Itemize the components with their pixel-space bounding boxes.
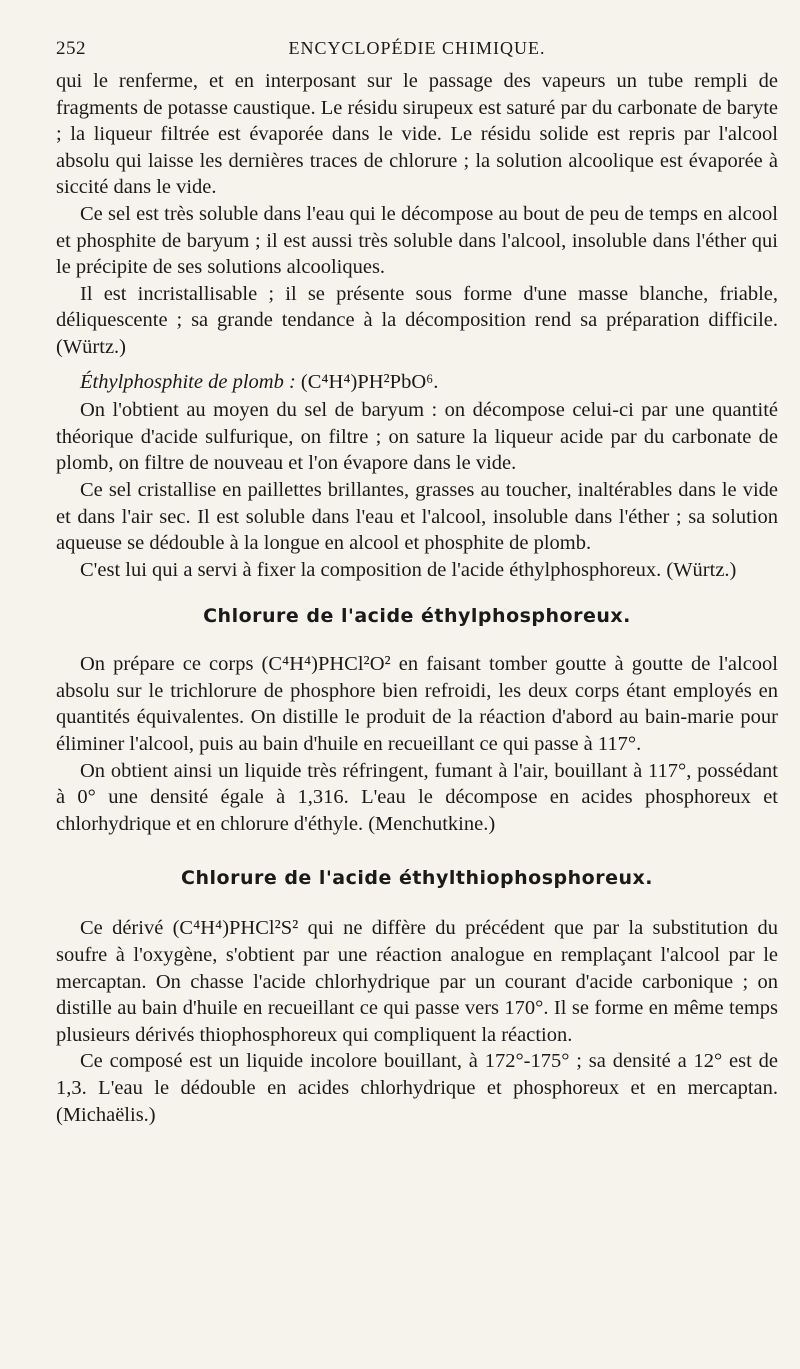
paragraph-1: qui le renferme, et en interposant sur le passage des vapeurs un tube rempli de fragments de potasse caustique. Le résidu sirupeux est saturé par du carbonate de baryte ; la liqueur filtrée est évaporée dans le vide. Le résidu solide est repris par l'alcool absolu qui laisse les dernières traces de chlorure ; la solution alcoolique est évaporée à siccité dans le vide.: [56, 70, 778, 199]
compound-lead-title: Éthylphosphite de plomb :: [80, 370, 296, 393]
compound-lead-formula: (C⁴H⁴)PH²PbO⁶.: [300, 370, 439, 393]
paragraph-2: Ce sel est très soluble dans l'eau qui le décompose au bout de peu de temps en alcool et phosphite de baryum ; il est aussi très soluble dans l'alcool, insoluble dans l'éther qui le précipite de ses solutions alcooliques.: [56, 202, 778, 279]
book-page: [56, 38, 778, 1128]
section-heading-ethylphosphoreux: Chlorure de l'acide éthylphosphoreux.: [203, 605, 631, 628]
compound-lead: [56, 369, 778, 396]
paragraph-5: Ce sel cristallise en paillettes brillantes, grasses au toucher, inaltérables dans le vide et dans l'air sec. Il est soluble dans l'eau et l'alcool, insoluble dans l'éther ; sa solution aqueuse se dédouble à la longue en alcool et phosphite de plomb.: [56, 478, 778, 555]
paragraph-6: C'est lui qui a servi à fixer la composition de l'acide éthylphosphoreux. (Würtz.): [80, 558, 737, 581]
section-heading-ethylthiophosphoreux: Chlorure de l'acide éthylthiophosphoreux.: [181, 867, 653, 890]
paragraph-10: Ce composé est un liquide incolore bouillant, à 172°-175° ; sa densité a 12° est de 1,3. L'eau le dédouble en acides chlorhydrique et phosphoreux et en mercaptan. (Michaëlis.): [56, 1050, 778, 1126]
paragraph-7: On prépare ce corps (C⁴H⁴)PHCl²O² en faisant tomber goutte à goutte de l'alcool absolu sur le trichlorure de phosphore bien refroidi, les deux corps étant employés en quantités équivalentes. On distille le produit de la réaction d'abord au bain-marie pour éliminer l'alcool, puis au bain d'huile en recueillant ce qui passe à 117°.: [56, 653, 778, 756]
paragraph-3: Il est incristallisable ; il se présente sous forme d'une masse blanche, friable, déliquescente ; sa grande tendance à la décomposition rend sa préparation difficile. (Würtz.): [56, 282, 778, 358]
running-head: [56, 38, 778, 68]
paragraph-9: Ce dérivé (C⁴H⁴)PHCl²S² qui ne diffère du précédent que par la substitution du soufre à l'oxygène, s'obtient par une réaction analogue en remplaçant l'alcool par le mercaptan. On chasse l'acide chlorhydrique par un courant d'acide carbonique ; on distille au bain d'huile en recueillant ce qui passe vers 170°. Il se forme en même temps plusieurs dérivés thiophosphoreux qui compliquent la réaction.: [56, 917, 778, 1046]
running-title: ENCYCLOPÉDIE CHIMIQUE.: [288, 38, 546, 58]
paragraph-8: On obtient ainsi un liquide très réfringent, fumant à l'air, bouillant à 117°, possédant à 0° une densité égale à 1,316. L'eau le décompose en acides phosphoreux et chlorhydrique et en chlorure d'éthyle. (Menchutkine.): [56, 759, 778, 835]
page-number: 252: [56, 38, 86, 59]
paragraph-4: On l'obtient au moyen du sel de baryum : on décompose celui-ci par une quantité théorique d'acide sulfurique, on filtre ; on sature la liqueur acide par du carbonate de plomb, on filtre de nouveau et l'on évapore dans le vide.: [56, 399, 778, 475]
